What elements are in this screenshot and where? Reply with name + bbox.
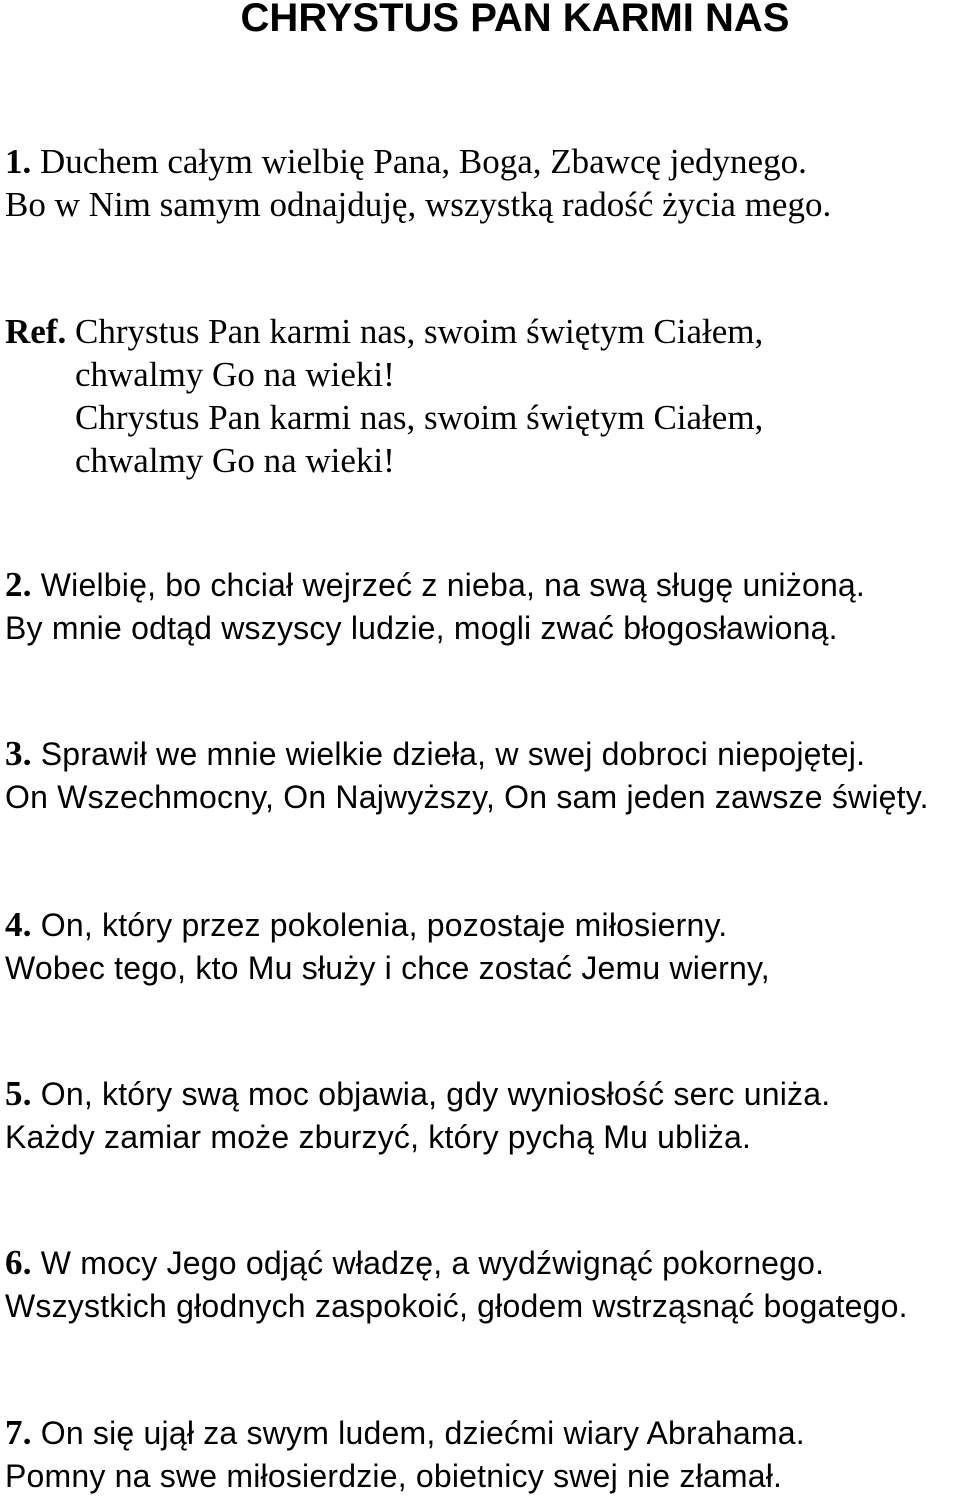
- verse-number: 6.: [5, 1243, 32, 1282]
- verse-number: 2.: [5, 565, 32, 604]
- verse-number: 4.: [5, 905, 32, 944]
- verse-line: Wszystkich głodnych zaspokoić, głodem wstrząsnąć bogatego.: [5, 1288, 908, 1324]
- verse-line: Bo w Nim samym odnajduję, wszystką radość życia mego.: [5, 185, 832, 224]
- verse-line: [5, 140, 955, 183]
- verse-number: 5.: [5, 1074, 32, 1113]
- verse-line: [5, 903, 955, 947]
- verse-line: [5, 732, 955, 776]
- verse-3: [5, 732, 955, 819]
- verse-text: On się ujął za swym ludem, dziećmi wiary Abrahama.: [40, 1415, 805, 1451]
- verse-text: On, który swą moc objawia, gdy wyniosłość serc uniża.: [40, 1076, 831, 1112]
- verse-number: 3.: [5, 734, 32, 773]
- song-title: CHRYSTUS PAN KARMI NAS: [240, 0, 790, 40]
- refrain: [5, 310, 955, 482]
- verse-5: [5, 1072, 955, 1159]
- verse-line: Pomny na swe miłosierdzie, obietnicy swej nie złamał.: [5, 1458, 783, 1494]
- verse-line: On Wszechmocny, On Najwyższy, On sam jeden zawsze święty.: [5, 779, 929, 815]
- verse-line: [5, 1072, 955, 1116]
- refrain-text: Chrystus Pan karmi nas, swoim świętym Ciałem,: [74, 312, 764, 351]
- verse-number: 1.: [5, 142, 32, 181]
- verse-4: [5, 903, 955, 990]
- verse-text: On, który przez pokolenia, pozostaje miłosierny.: [40, 907, 728, 943]
- refrain-label: Ref.: [5, 312, 67, 351]
- verse-6: [5, 1241, 955, 1328]
- verse-text: W mocy Jego odjąć władzę, a wydźwignąć pokornego.: [40, 1245, 825, 1281]
- verse-2: [5, 563, 955, 650]
- verse-number: 7.: [5, 1413, 32, 1452]
- refrain-line: [5, 310, 955, 353]
- verse-text: Wielbię, bo chciał wejrzeć z nieba, na swą sługę uniżoną.: [40, 567, 866, 603]
- verse-text: Sprawił we mnie wielkie dzieła, w swej dobroci niepojętej.: [40, 736, 866, 772]
- verse-7: [5, 1411, 955, 1498]
- refrain-line: chwalmy Go na wieki!: [75, 441, 395, 480]
- verse-line: Wobec tego, kto Mu służy i chce zostać Jemu wierny,: [5, 950, 770, 986]
- verse-line: [5, 1241, 955, 1285]
- verse-line: [5, 563, 955, 607]
- verse-line: [5, 1411, 955, 1455]
- refrain-line: Chrystus Pan karmi nas, swoim świętym Ciałem,: [75, 398, 764, 437]
- verse-text: Duchem całym wielbię Pana, Boga, Zbawcę jedynego.: [40, 142, 807, 181]
- verse-line: By mnie odtąd wszyscy ludzie, mogli zwać błogosławioną.: [5, 610, 838, 646]
- verse-line: Każdy zamiar może zburzyć, który pychą Mu ubliża.: [5, 1119, 752, 1155]
- verse-1: [5, 140, 955, 226]
- refrain-line: chwalmy Go na wieki!: [75, 355, 395, 394]
